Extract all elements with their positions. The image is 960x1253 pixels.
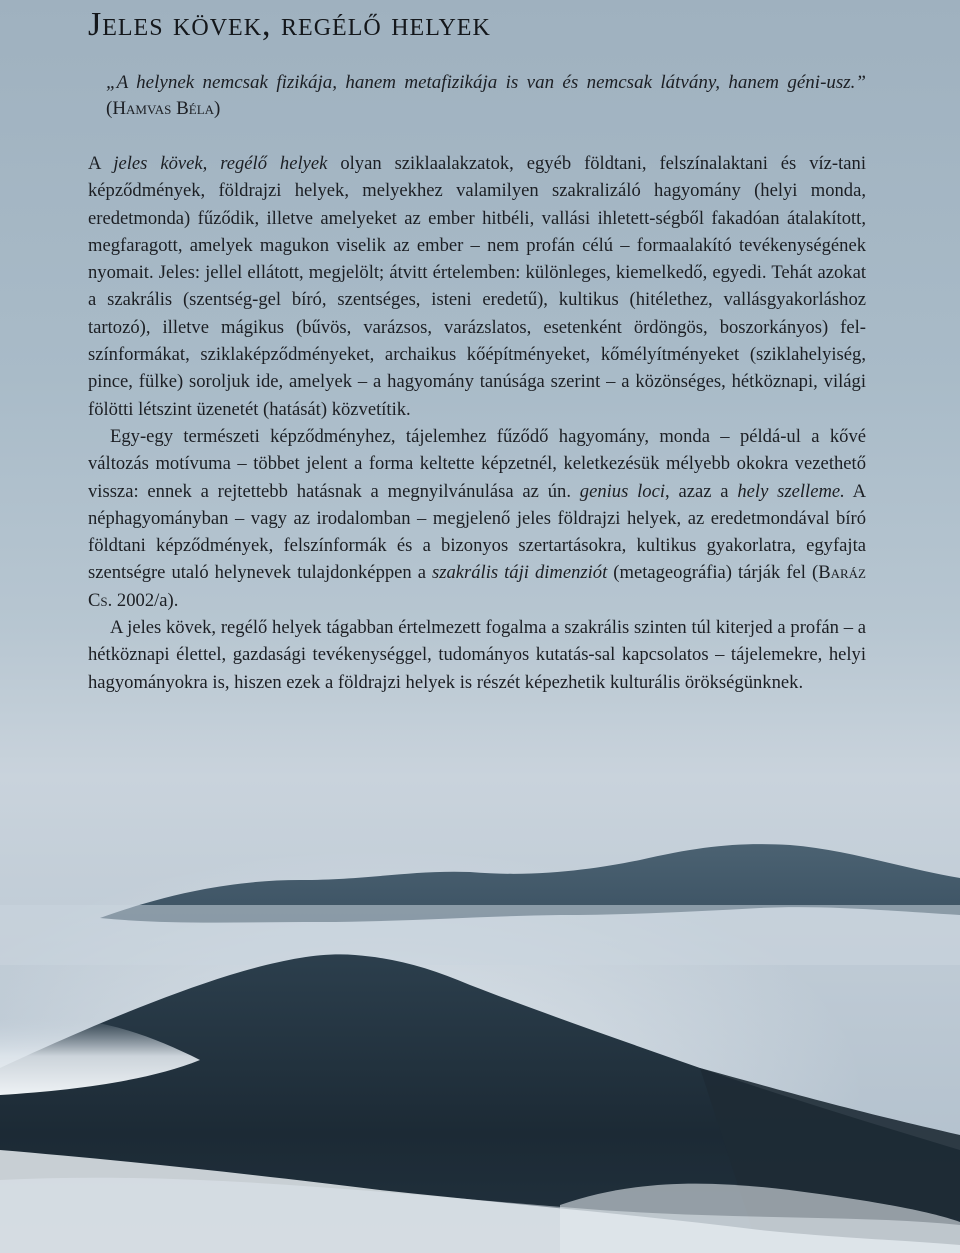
haze-band [0,905,960,965]
p2-citation-author: Baráz Cs. [88,562,866,611]
p2-text-c: , azaz a [665,480,738,502]
p2-text-e: A néphagyományban – vagy az irodalomban – megjelenő jeles földrajzi helyek, az eredetmondával bíró földtani képződmények, felszínformák és a bizonyos szertartásokra, kultikus gyakorlatra, egyfajta szentségre utaló helynevek tulajdonképpen a [88,480,867,584]
p1-text-a: A [88,153,114,174]
paragraph-1 [88,150,866,423]
p2-hely-szelleme: hely szelleme. [737,480,845,502]
quote-author: (Hamvas Béla) [106,98,221,119]
p1-emphasis: jeles kövek, regélő helyek [113,153,328,174]
paragraph-3: A jeles kövek, regélő helyek tágabban értelmezett fogalma a szakrális szinten túl kiterjed a profán – a hétköznapi élettel, gazdasági tevékenységgel, tudományos kutatás-sal kapcsolatos – tájelemekre, helyi hagyományokra is, hiszen ezek a földrajzi helyek is részét képezhetik kulturális örökségünknek. [88,617,866,693]
quote-text: „A helynek nemcsak fizikája, hanem metafizikája is van és nemcsak látvány, hanem géni-usz.” [106,72,866,93]
page-title: Jeles kövek, regélő helyek [88,6,491,43]
p1-text-c: olyan sziklaalakzatok, egyéb földtani, felszínalaktani és víz-tani képződmények, földrajzi helyek, melyekhez valamilyen szakralizáló hagyomány (helyi monda, eredetmonda) fűződik, illetve amelyeket az ember hitbéli, vallási ihletett-ségből fakadóan átalakított, megfaragott, amelyek magukon viselik az ember – nem profán célú – formaalakító tevékenységének nyomait. Jeles: jellel ellátott, megjelölt; átvitt értelemben: különleges, kiemelkedő, egyedi. Tehát azokat a szakrális (szentség-gel bíró, szentséges, isteni eredetű), kultikus (hitélethez, vallásgyakorláshoz tartozó), illetve mágikus (bűvös, varázsos, varázslatos, esetenként ördöngös, boszorkányos) fel-színformákat, sziklaképződményeket, archaikus kőépítményeket, kőmélyítményeket (sziklahelyiség, pince, fülke) soroljuk ide, amelyek – a hagyomány tanúsága szerint – a közönséges, hétköznapi, világi fölötti létszint üzenetét (hatását) közvetítik. [88,153,866,420]
p2-szakralis: szakrális táji dimenziót [432,562,608,584]
paragraph-2 [88,423,866,614]
p2-text-a: Egy-egy természeti képződményhez, tájelemhez fűződő hagyomány, monda – példá-ul a kővé változás motívuma – többet jelent a forma keltette képzetnél, keletkezésük mélyebb okokra vezethető vissza: ennek a rejtettebb hatásnak a megnyilvánulása az ún. [88,425,866,502]
body-text [88,150,866,696]
p2-citation-year: 2002/a). [112,589,179,611]
p2-text-g: (metageográfia) tárják fel ( [607,562,819,584]
epigraph-quote [106,70,866,122]
p2-genius-loci: genius loci [579,480,666,502]
